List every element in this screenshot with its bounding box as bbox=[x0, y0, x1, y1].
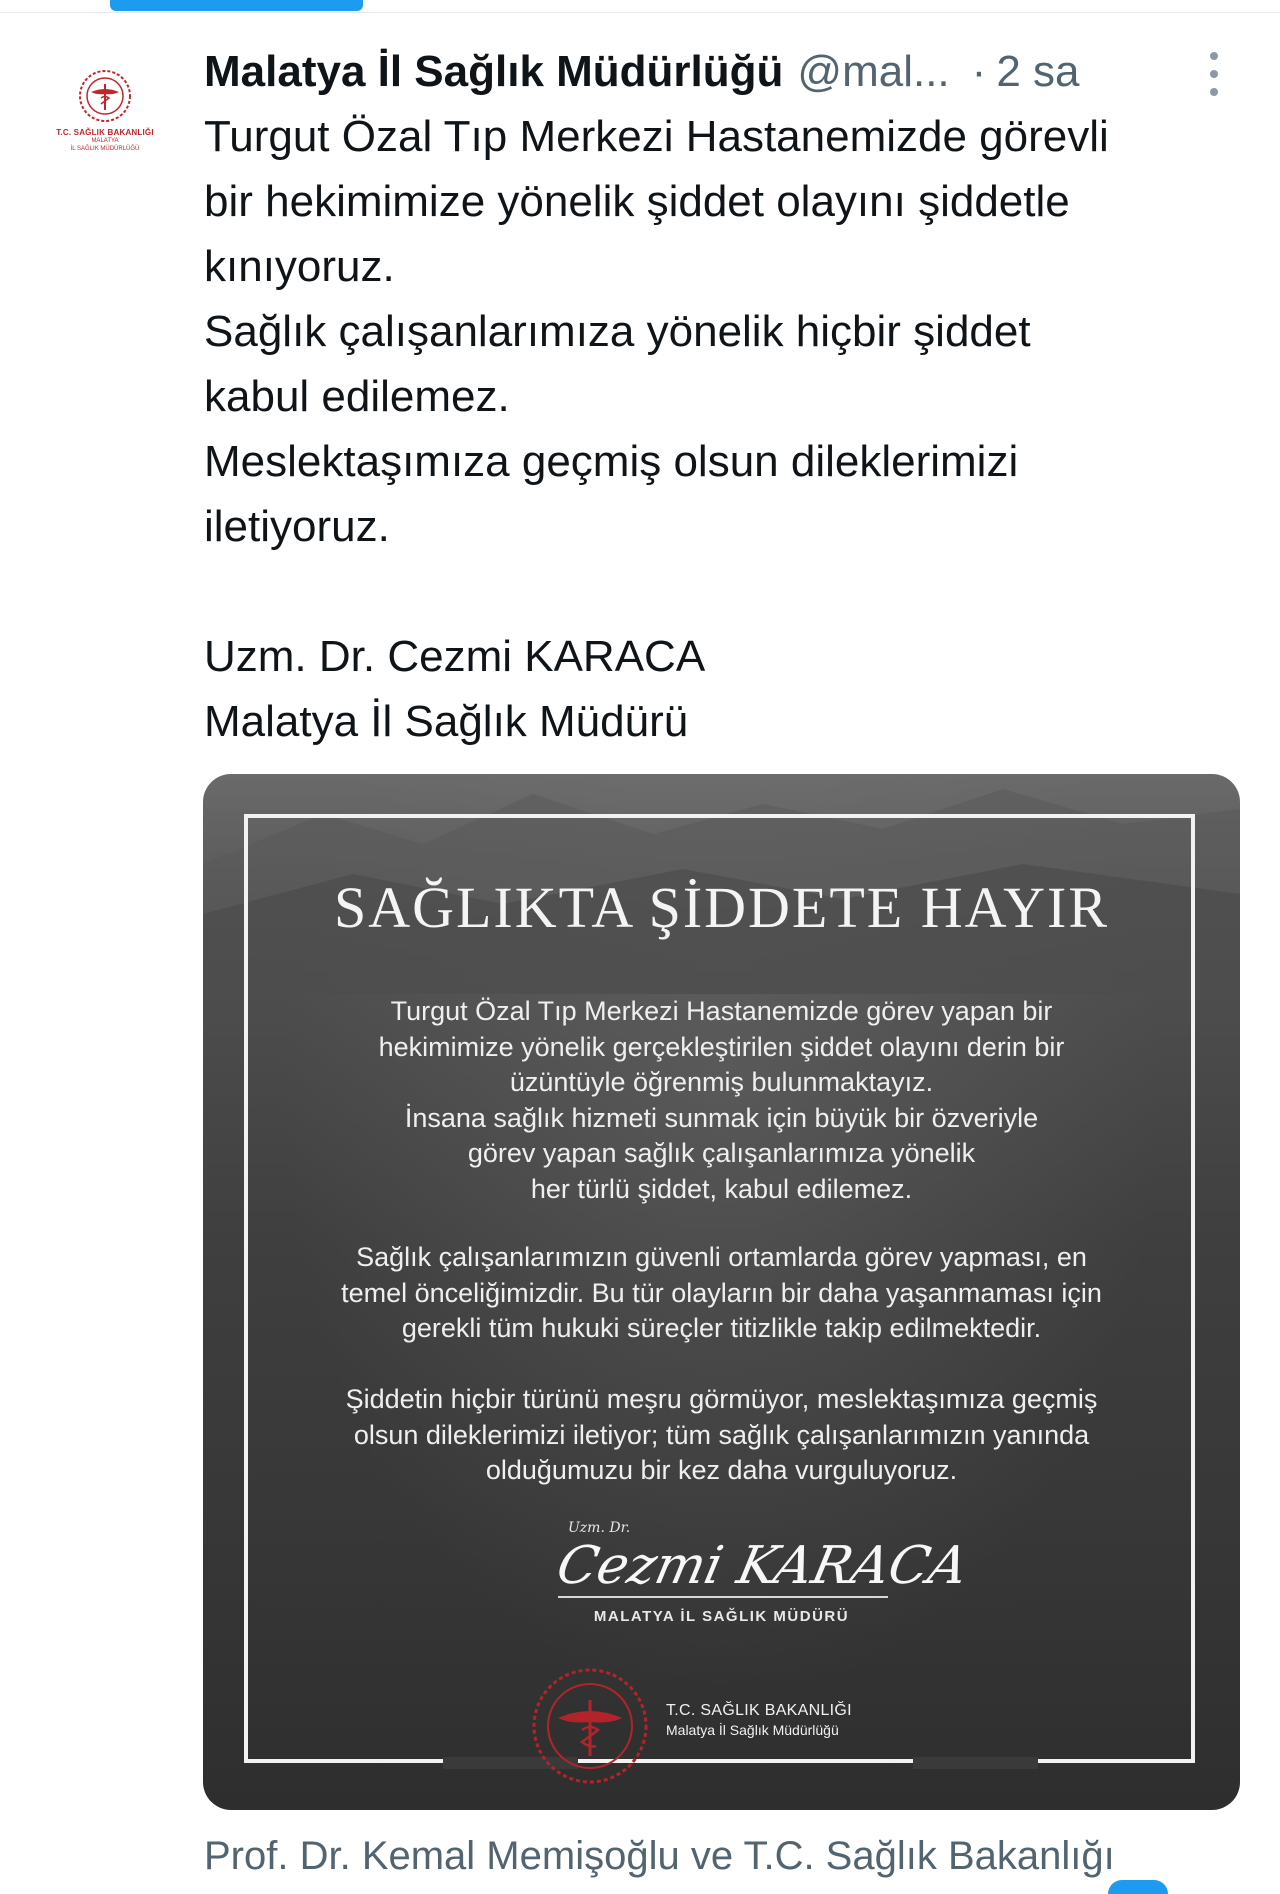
active-tab-indicator bbox=[110, 0, 363, 11]
tweet-line: iletiyoruz. bbox=[204, 502, 390, 551]
ministry-seal-icon bbox=[530, 1666, 650, 1786]
tweet-line: bir hekimimize yönelik şiddet olayını şiddetle bbox=[204, 177, 1070, 226]
tweet-time[interactable]: 2 sa bbox=[996, 47, 1080, 96]
image-line: Şiddetin hiçbir türünü meşru görmüyor, meslektaşımıza geçmiş bbox=[345, 1384, 1098, 1414]
image-line: üzüntüyle öğrenmiş bulunmaktayız. bbox=[509, 1067, 934, 1097]
signature-prefix: Uzm. Dr. bbox=[568, 1520, 631, 1536]
author-name[interactable]: Malatya İl Sağlık Müdürlüğü bbox=[204, 47, 784, 96]
tweet-line: kınıyoruz. bbox=[204, 242, 395, 291]
signature-underline bbox=[558, 1596, 888, 1598]
compose-button-edge[interactable] bbox=[1108, 1880, 1168, 1894]
image-line: görev yapan sağlık çalışanlarımıza yönelik bbox=[467, 1138, 976, 1168]
more-options-icon[interactable] bbox=[1204, 52, 1224, 96]
tweet-line: Sağlık çalışanlarımıza yönelik hiçbir şiddet bbox=[204, 307, 1031, 356]
image-title: SAĞLIKTA ŞİDDETE HAYIR bbox=[333, 875, 1110, 940]
tweet-line: kabul edilemez. bbox=[204, 372, 510, 421]
signature-title: MALATYA İL SAĞLIK MÜDÜRÜ bbox=[593, 1608, 850, 1625]
tweet-line: Meslektaşımıza geçmiş olsun dileklerimizi bbox=[204, 437, 1019, 486]
avatar-ministry-label: T.C. SAĞLIK BAKANLIĞI bbox=[56, 128, 154, 137]
separator-dot: · bbox=[971, 47, 987, 96]
ministry-emblem-icon bbox=[77, 68, 133, 124]
directorate-name: Malatya İl Sağlık Müdürlüğü bbox=[666, 1722, 839, 1738]
image-line: olsun dileklerimizi iletiyor; tüm sağlık çalışanlarımızın yanında bbox=[353, 1419, 1090, 1450]
avatar[interactable] bbox=[40, 58, 170, 188]
image-line: Turgut Özal Tıp Merkezi Hastanemizde görev yapan bir bbox=[390, 996, 1053, 1026]
tweet-signature-name: Uzm. Dr. Cezmi KARACA bbox=[204, 632, 706, 681]
avatar-directorate-label: İL SAĞLIK MÜDÜRLÜĞÜ bbox=[70, 146, 140, 152]
tweet-line: Turgut Özal Tıp Merkezi Hastanemizde görevli bbox=[204, 112, 1109, 161]
tweet-image[interactable] bbox=[203, 774, 1240, 1810]
image-paragraph-3 bbox=[263, 1382, 1180, 1489]
tagged-accounts[interactable]: Prof. Dr. Kemal Memişoğlu ve T.C. Sağlık Bakanlığı bbox=[204, 1834, 1115, 1878]
avatar-city-label: MALATYA bbox=[91, 138, 119, 144]
ministry-name: T.C. SAĞLIK BAKANLIĞI bbox=[666, 1702, 852, 1719]
image-line: her türlü şiddet, kabul edilemez. bbox=[530, 1173, 913, 1204]
ministry-label bbox=[666, 1702, 852, 1738]
author-handle[interactable]: @mal... bbox=[797, 47, 950, 96]
tweet-header bbox=[204, 46, 1244, 98]
image-line: hekimimize yönelik gerçekleştirilen şiddet olayını derin bir bbox=[378, 1031, 1065, 1062]
tweet-signature-title: Malatya İl Sağlık Müdürü bbox=[204, 697, 689, 746]
top-divider bbox=[0, 12, 1280, 13]
image-paragraph-2 bbox=[263, 1240, 1180, 1347]
image-line: temel önceliğimizdir. Bu tür olayların bir daha yaşanmaması için bbox=[341, 1277, 1102, 1308]
image-line: İnsana sağlık hizmeti sunmak için büyük bir özveriyle bbox=[404, 1102, 1039, 1133]
handwritten-signature: Cezmi KARACA bbox=[551, 1536, 974, 1596]
image-paragraph-1 bbox=[263, 994, 1180, 1207]
image-line: olduğumuzu bir kez daha vurguluyoruz. bbox=[485, 1455, 958, 1485]
image-line: Sağlık çalışanlarımızın güvenli ortamlarda görev yapması, en bbox=[356, 1242, 1087, 1272]
image-line: gerekli tüm hukuki süreçler titizlikle takip edilmektedir. bbox=[401, 1313, 1042, 1343]
tweet-text bbox=[204, 104, 1244, 754]
